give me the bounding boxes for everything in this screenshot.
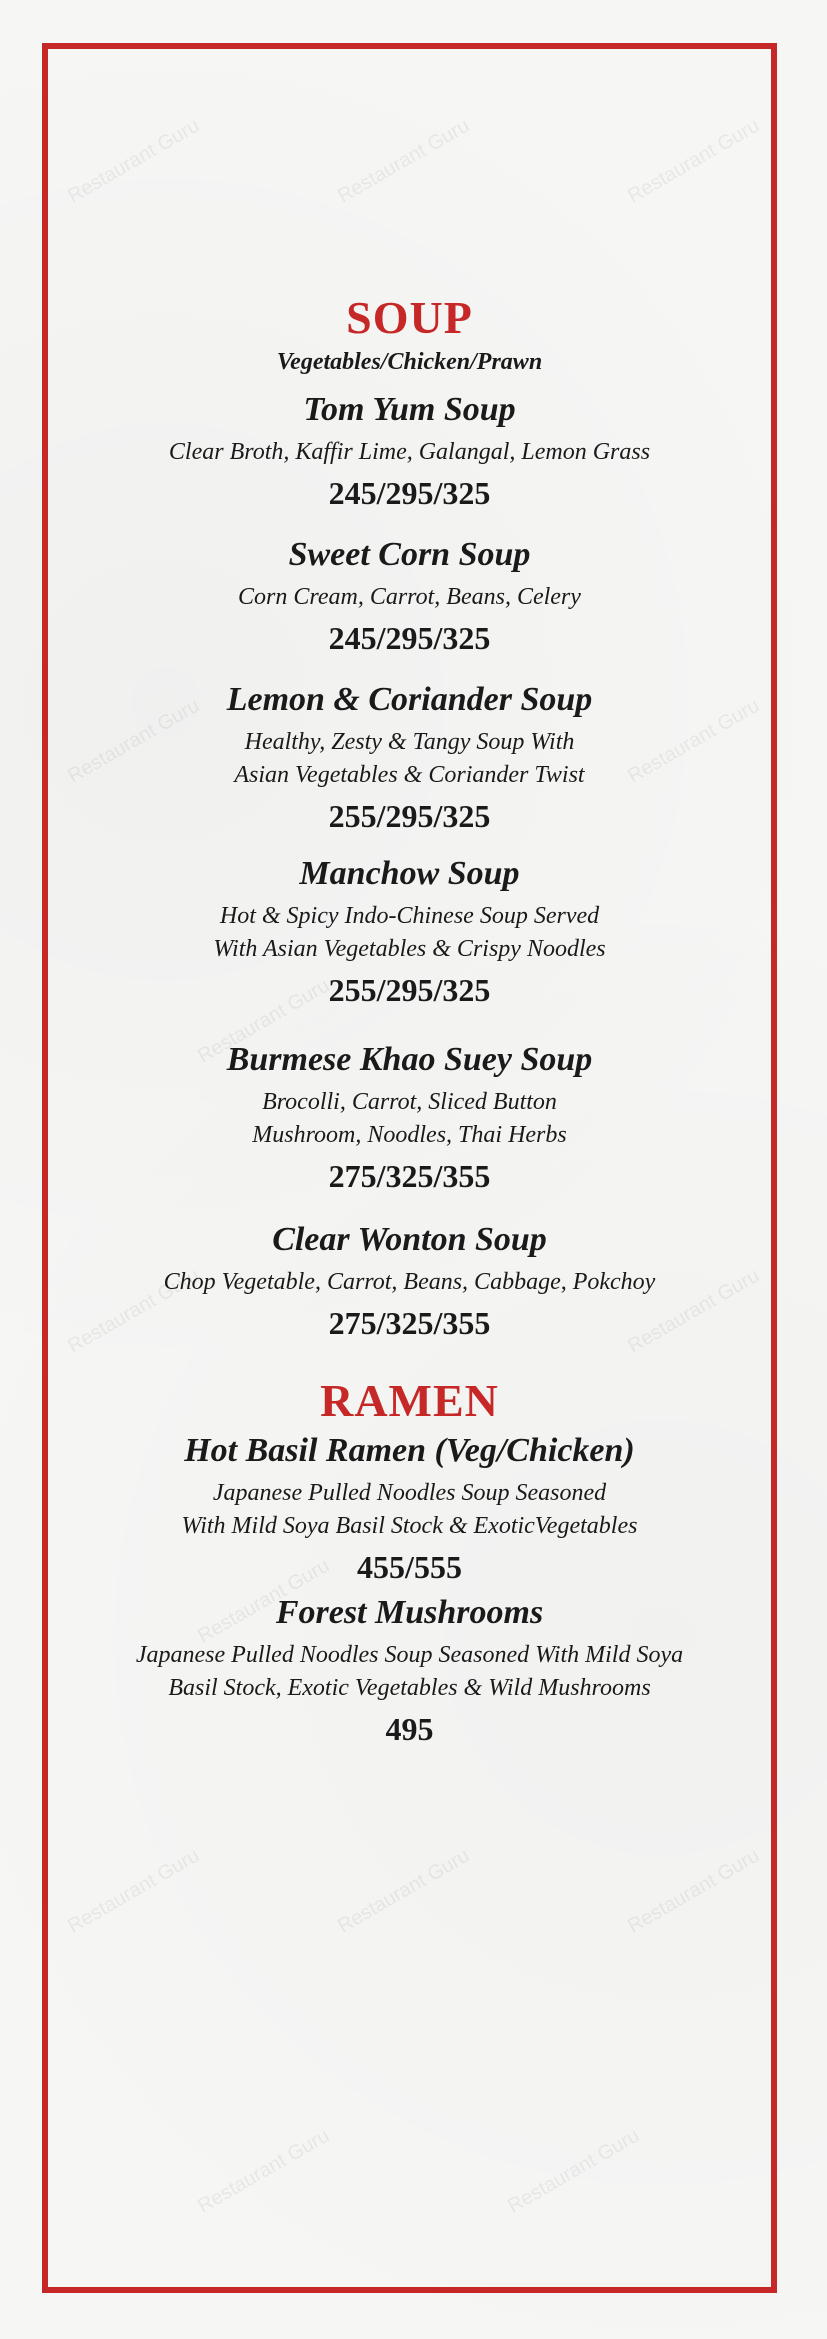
menu-item-price: 255/295/325 xyxy=(328,972,491,1008)
menu-item-name: Tom Yum Soup xyxy=(303,391,516,428)
watermark-text: Restaurant Guru xyxy=(334,114,474,208)
menu-item-description: Chop Vegetable, Carrot, Beans, Cabbage, Pokchoy xyxy=(163,1269,656,1295)
menu-item-price: 255/295/325 xyxy=(328,798,491,834)
menu-item xyxy=(48,1218,771,1345)
menu-item-name: Forest Mushrooms xyxy=(275,1594,544,1631)
menu-item-price: 245/295/325 xyxy=(328,475,491,511)
menu-item-price: 275/325/355 xyxy=(328,1305,491,1341)
menu-item-name: Manchow Soup xyxy=(299,855,520,892)
menu-item-name: Sweet Corn Soup xyxy=(288,536,531,573)
menu-item-description: Clear Broth, Kaffir Lime, Galangal, Lemon Grass xyxy=(168,439,651,465)
menu-item-name: Clear Wonton Soup xyxy=(272,1221,547,1258)
watermark-text: Restaurant Guru xyxy=(194,974,334,1068)
watermark-text: Restaurant Guru xyxy=(64,114,204,208)
watermark-text: Restaurant Guru xyxy=(194,2124,334,2218)
watermark-text: Restaurant Guru xyxy=(624,1844,764,1938)
menu-item-price: 455/555 xyxy=(357,1549,462,1585)
menu-item-price: 275/325/355 xyxy=(328,1158,491,1194)
watermark-text: Restaurant Guru xyxy=(624,114,764,208)
menu-item xyxy=(48,388,771,515)
section-title-soup: SOUP xyxy=(346,292,473,343)
watermark-text: Restaurant Guru xyxy=(64,1264,204,1358)
menu-item-name: Burmese Khao Suey Soup xyxy=(226,1041,593,1078)
menu-item xyxy=(48,1429,771,1589)
menu-item-description: Healthy, Zesty & Tangy Soup With Asian Vegetables & Coriander Twist xyxy=(234,729,585,788)
menu-item xyxy=(48,1591,771,1751)
section-subtitle-soup: Vegetables/Chicken/Prawn xyxy=(276,349,543,375)
watermark-text: Restaurant Guru xyxy=(624,1264,764,1358)
menu-item-name: Hot Basil Ramen (Veg/Chicken) xyxy=(184,1432,635,1469)
watermark-text: Restaurant Guru xyxy=(334,1844,474,1938)
menu-item-price: 245/295/325 xyxy=(328,620,491,656)
menu-item-price: 495 xyxy=(385,1711,434,1747)
menu-item-name: Lemon & Coriander Soup xyxy=(226,681,593,718)
watermark-text: Restaurant Guru xyxy=(64,1844,204,1938)
section-title-ramen: RAMEN xyxy=(320,1375,499,1426)
menu-item-description: Corn Cream, Carrot, Beans, Celery xyxy=(238,584,581,610)
menu-content xyxy=(48,290,771,1751)
menu-item xyxy=(48,852,771,1012)
watermark-text: Restaurant Guru xyxy=(504,2124,644,2218)
watermark-text: Restaurant Guru xyxy=(624,694,764,788)
menu-item-description: Japanese Pulled Noodles Soup Seasoned With Mild Soya Basil Stock, Exotic Vegetables & Wild Mushrooms xyxy=(135,1642,684,1701)
soup-section xyxy=(48,290,771,1345)
menu-item xyxy=(48,533,771,660)
menu-item-description: Hot & Spicy Indo-Chinese Soup Served With Asian Vegetables & Crispy Noodles xyxy=(213,903,606,962)
ramen-section xyxy=(48,1373,771,1751)
watermark-text: Restaurant Guru xyxy=(194,1554,334,1648)
menu-item-description: Brocolli, Carrot, Sliced Button Mushroom, Noodles, Thai Herbs xyxy=(252,1089,567,1148)
menu-item xyxy=(48,678,771,838)
menu-item xyxy=(48,1038,771,1198)
menu-item-description: Japanese Pulled Noodles Soup Seasoned With Mild Soya Basil Stock & ExoticVegetables xyxy=(181,1480,638,1539)
watermark-text: Restaurant Guru xyxy=(64,694,204,788)
